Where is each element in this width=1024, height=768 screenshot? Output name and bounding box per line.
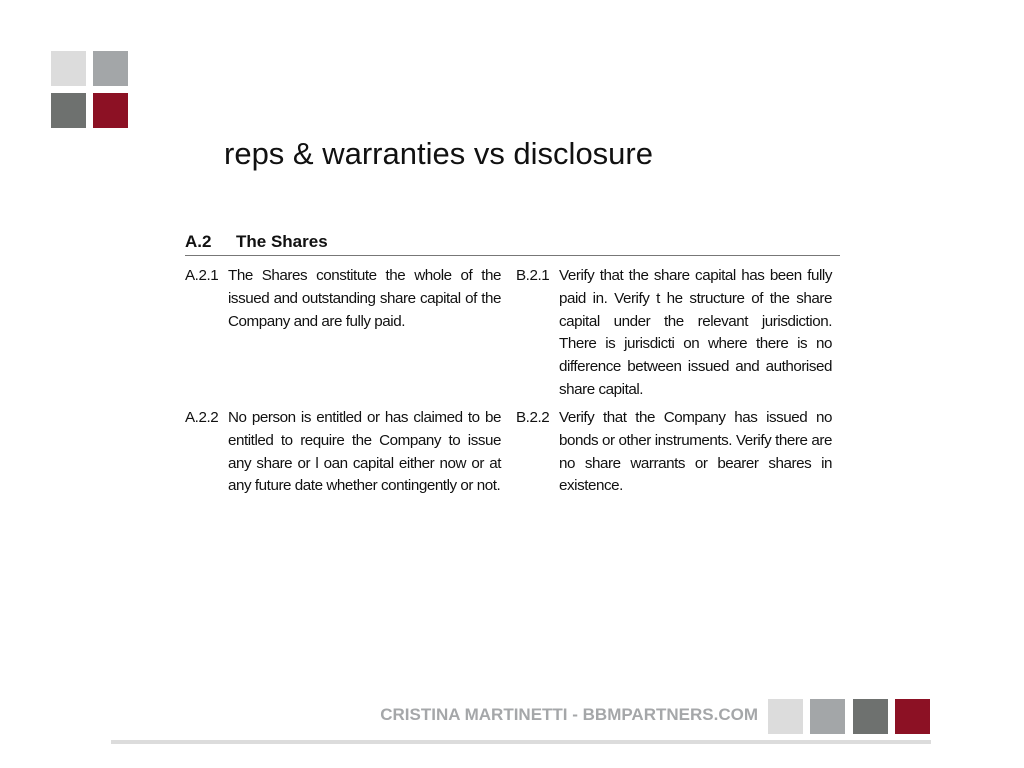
item-text: No person is entitled or has claimed to be entitled to require the Company to issue any share or l oan capital either now or at any future date whether contingently or not. xyxy=(228,409,501,495)
item-code: A.2.2 xyxy=(185,409,219,426)
footer-text: CRISTINA MARTINETTI - BBMPARTNERS.COM xyxy=(380,705,758,724)
footer-square-dark xyxy=(853,699,888,734)
logo-square-mid xyxy=(93,51,128,86)
logo-square-light xyxy=(51,51,86,86)
item-b-2-2 xyxy=(516,407,832,498)
item-text: Verify that the Company has issued no bonds or other instruments. Verify there are no share warrants or bearer shares in existence. xyxy=(559,409,832,495)
logo-square-dark xyxy=(51,93,86,128)
footer-square-red xyxy=(895,699,930,734)
item-code: B.2.2 xyxy=(516,409,550,426)
footer-divider xyxy=(111,740,931,744)
item-a-2-1 xyxy=(185,265,501,333)
footer-square-light xyxy=(768,699,803,734)
section-name: The Shares xyxy=(236,232,328,251)
item-code: A.2.1 xyxy=(185,267,219,284)
item-a-2-2 xyxy=(185,407,501,498)
item-text: Verify that the share capital has been fully paid in. Verify t he structure of the share capital under the relevant jurisdiction. There is jurisdicti on where there is no difference between issued and authorised share capital. xyxy=(559,267,832,398)
logo-square-red xyxy=(93,93,128,128)
section-number: A.2 xyxy=(185,232,212,251)
slide-title: reps & warranties vs disclosure xyxy=(224,136,653,171)
footer-square-mid xyxy=(810,699,845,734)
item-text: The Shares constitute the whole of the issued and outstanding share capital of the Company and are fully paid. xyxy=(228,267,501,330)
item-code: B.2.1 xyxy=(516,267,550,284)
section-heading xyxy=(185,232,840,256)
item-b-2-1 xyxy=(516,265,832,402)
